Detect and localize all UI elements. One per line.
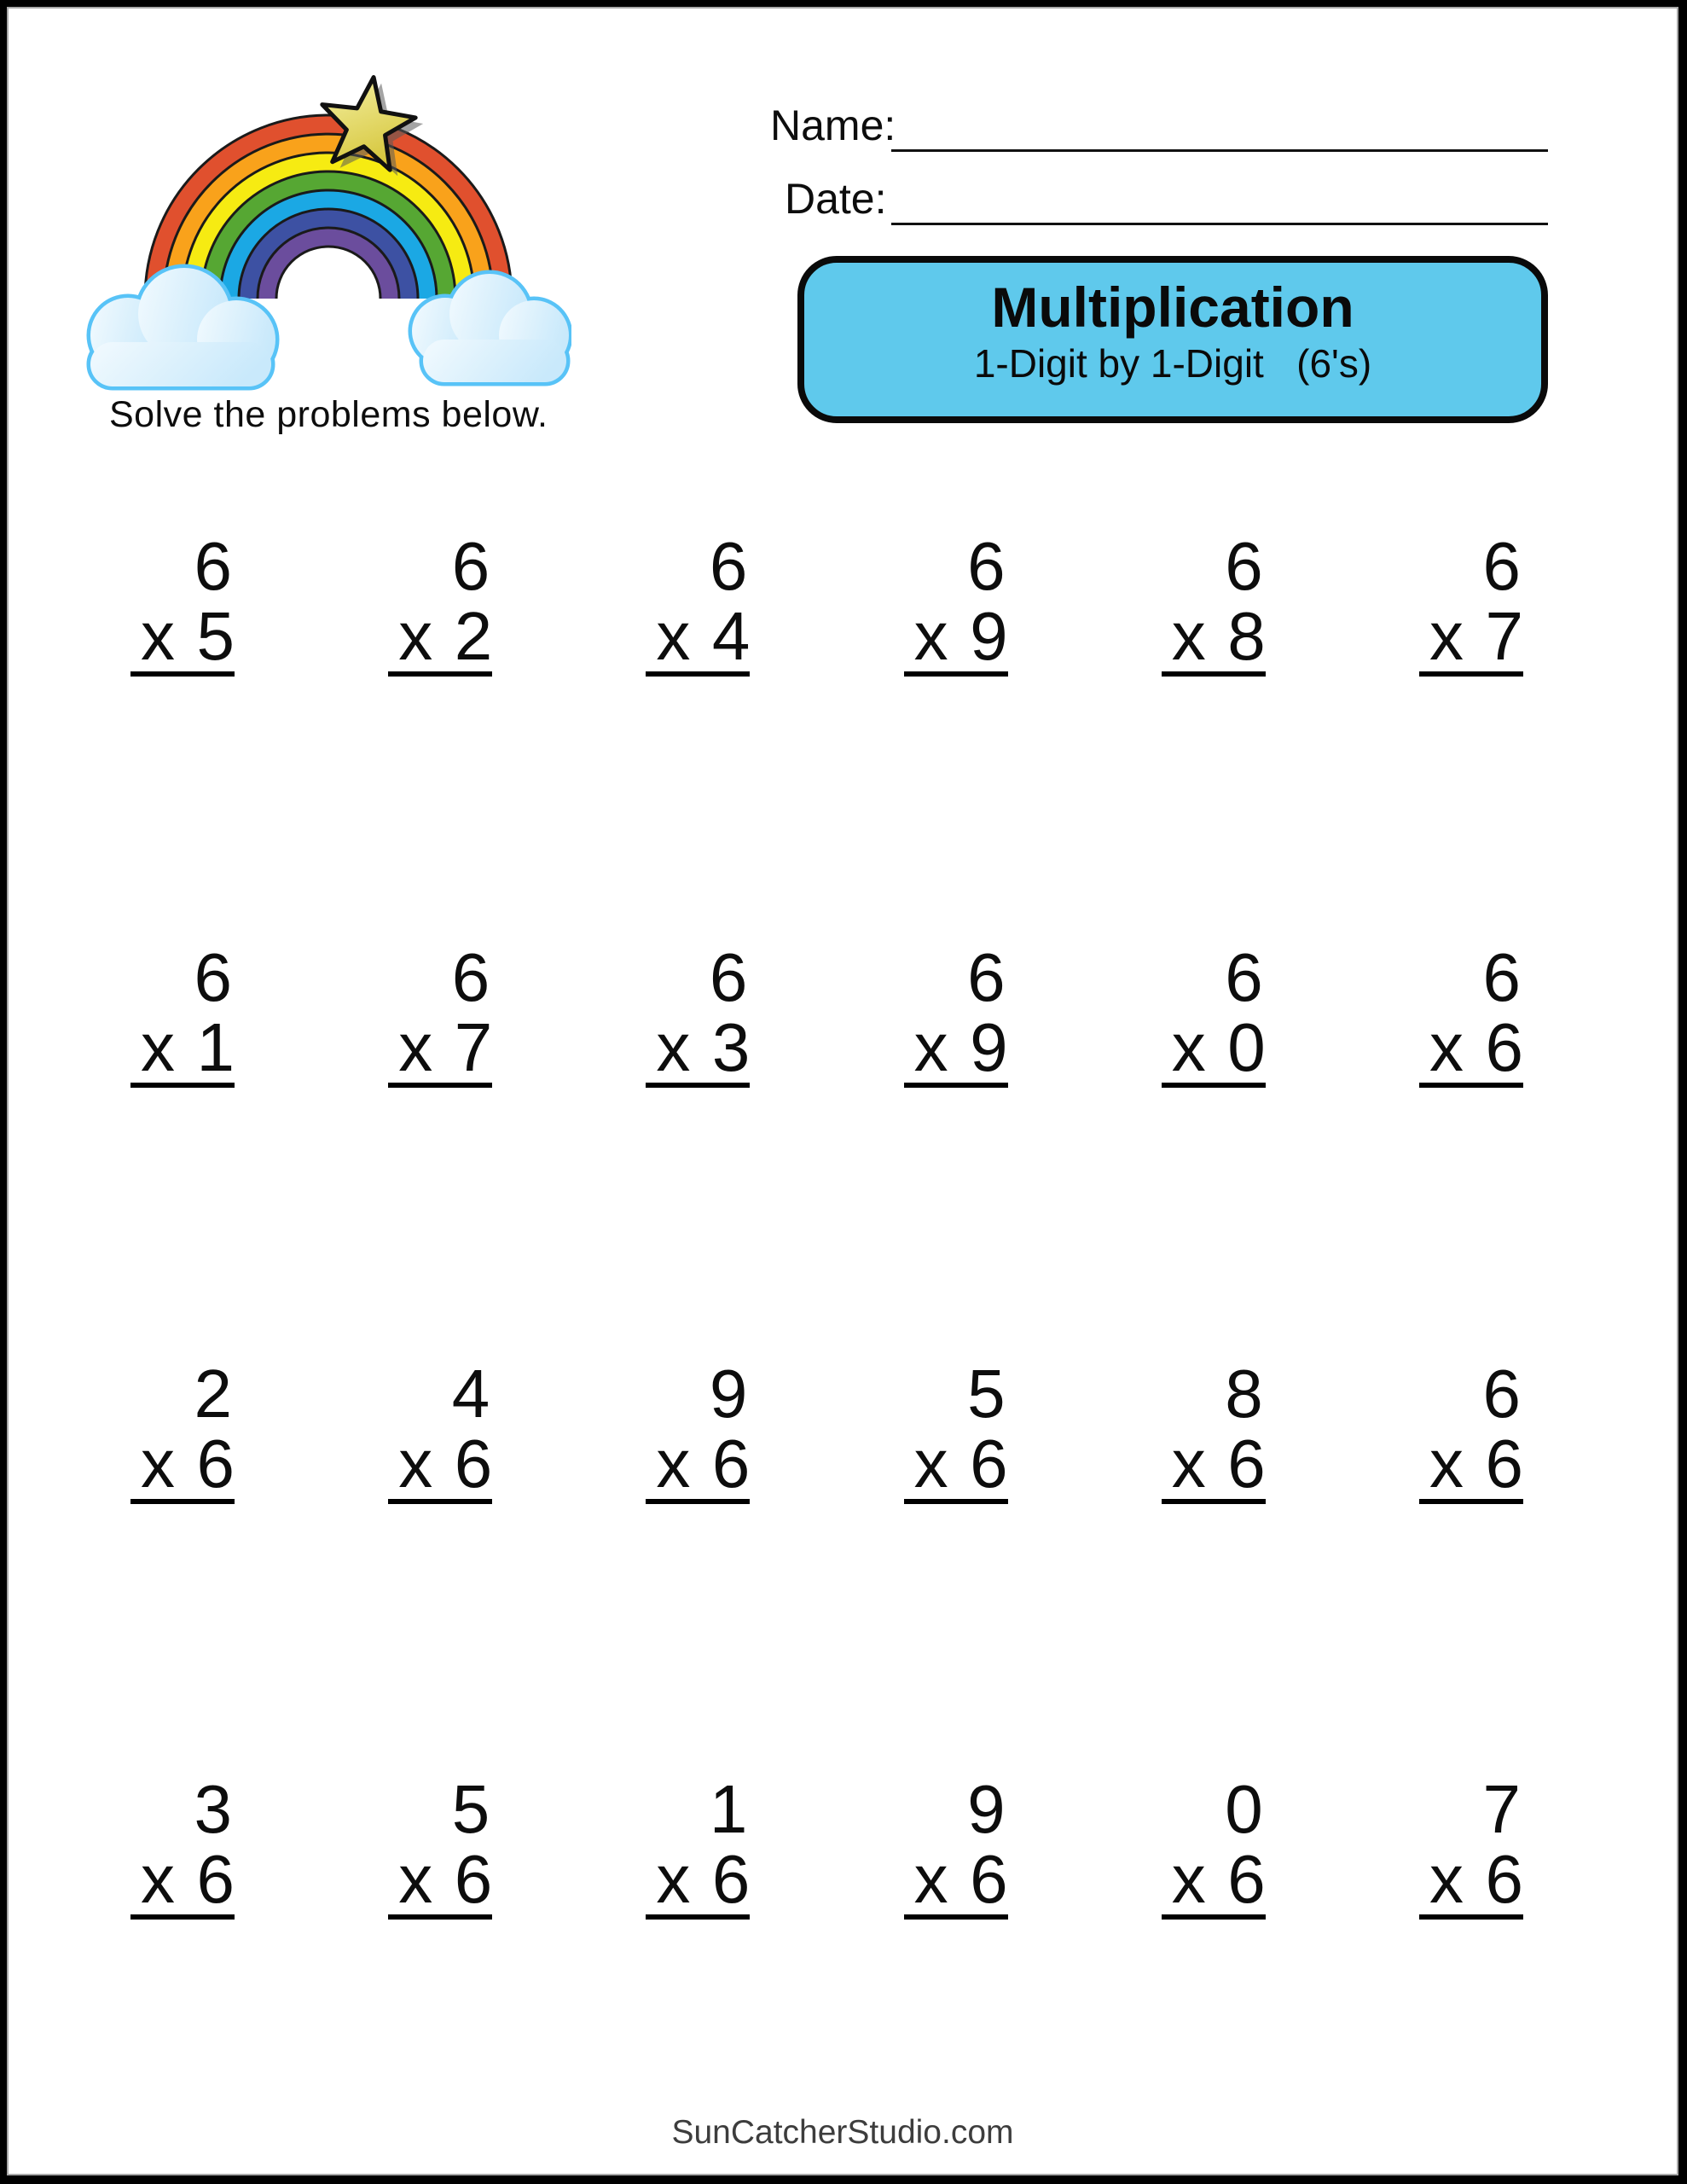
problem-3-4 (904, 1356, 1008, 1504)
problem-1-6 (1419, 528, 1523, 677)
top-operand: 6 (709, 939, 748, 1015)
bottom-operand: 6 (970, 1841, 1008, 1917)
problem-row-3 (130, 1356, 1523, 1504)
bottom-operand: 6 (711, 1426, 751, 1502)
problem-4-2 (388, 1771, 493, 1920)
rainbow-svg (60, 73, 571, 414)
problem-2-4 (904, 939, 1008, 1088)
top-operand: 6 (1225, 939, 1263, 1015)
top-operand: 8 (1225, 1356, 1263, 1432)
top-operand: 9 (709, 1356, 748, 1432)
multiply-operator: x (656, 598, 691, 674)
multiply-operator: x (913, 598, 948, 674)
bottom-operand: 6 (970, 1426, 1008, 1502)
rainbow-icon (60, 73, 571, 414)
bottom-operand: 0 (1227, 1009, 1266, 1085)
top-operand: 5 (451, 1771, 490, 1847)
bottom-operand: 3 (711, 1009, 751, 1085)
worksheet-title: Multiplication (991, 276, 1354, 339)
multiply-operator: x (1171, 1841, 1206, 1917)
problem-2-6 (1419, 939, 1523, 1088)
bottom-operand: 4 (711, 598, 751, 674)
problem-row-4 (130, 1771, 1523, 1920)
bottom-operand: 2 (454, 598, 493, 674)
bottom-operand: 6 (454, 1841, 493, 1917)
top-operand: 4 (451, 1356, 490, 1432)
multiply-operator: x (656, 1841, 691, 1917)
bottom-operand: 9 (970, 598, 1008, 674)
top-operand: 2 (194, 1356, 232, 1432)
top-operand: 9 (967, 1771, 1006, 1847)
multiply-operator: x (913, 1841, 948, 1917)
top-operand: 6 (451, 939, 490, 1015)
top-operand: 6 (1225, 528, 1263, 604)
bottom-operand: 1 (196, 1009, 235, 1085)
bottom-operand: 6 (454, 1426, 493, 1502)
problem-2-2 (388, 939, 493, 1088)
top-operand: 3 (194, 1771, 232, 1847)
bottom-operand: 5 (196, 598, 235, 674)
top-operand: 6 (1482, 528, 1521, 604)
multiply-operator: x (398, 1426, 433, 1502)
bottom-operand: 6 (1227, 1426, 1266, 1502)
problem-3-5 (1162, 1356, 1266, 1504)
problem-4-3 (646, 1771, 751, 1920)
problem-1-5 (1162, 528, 1266, 677)
multiply-operator: x (141, 1426, 175, 1502)
problem-1-3 (646, 528, 751, 677)
multiply-operator: x (398, 598, 433, 674)
problem-2-5 (1162, 939, 1266, 1088)
problem-3-1 (130, 1356, 235, 1504)
name-label: Name: (770, 102, 896, 149)
multiply-operator: x (141, 1841, 175, 1917)
multiply-operator: x (1429, 1841, 1464, 1917)
multiply-operator: x (398, 1009, 433, 1085)
multiply-operator: x (1171, 1426, 1206, 1502)
problem-row-1 (130, 528, 1523, 677)
bottom-operand: 6 (1485, 1841, 1523, 1917)
name-blank-line (891, 149, 1548, 152)
problem-3-3 (646, 1356, 751, 1504)
problem-3-6 (1419, 1356, 1523, 1504)
multiply-operator: x (1171, 1009, 1206, 1085)
multiply-operator: x (141, 1009, 175, 1085)
multiply-operator: x (656, 1009, 691, 1085)
problem-4-5 (1162, 1771, 1266, 1920)
top-operand: 6 (1482, 1356, 1521, 1432)
footer-text: SunCatcherStudio.com (671, 2114, 1014, 2151)
multiply-operator: x (913, 1426, 948, 1502)
bottom-operand: 7 (1485, 598, 1523, 674)
bottom-operand: 6 (1227, 1841, 1266, 1917)
bottom-operand: 7 (454, 1009, 493, 1085)
top-operand: 1 (709, 1771, 748, 1847)
top-operand: 7 (1482, 1771, 1521, 1847)
problem-4-1 (130, 1771, 235, 1920)
problem-3-2 (388, 1356, 493, 1504)
worksheet-subtitle: 1-Digit by 1-Digit (6's) (973, 341, 1372, 386)
bottom-operand: 6 (196, 1426, 235, 1502)
problem-4-4 (904, 1771, 1008, 1920)
bottom-operand: 6 (1485, 1009, 1523, 1085)
multiply-operator: x (1429, 1009, 1464, 1085)
multiply-operator: x (1171, 598, 1206, 674)
date-label: Date: (785, 175, 887, 223)
problem-1-1 (130, 528, 235, 677)
multiply-operator: x (1429, 1426, 1464, 1502)
problem-2-3 (646, 939, 751, 1088)
top-operand: 0 (1225, 1771, 1263, 1847)
top-operand: 6 (451, 528, 490, 604)
top-operand: 6 (709, 528, 748, 604)
date-blank-line (891, 223, 1548, 225)
top-operand: 6 (194, 528, 232, 604)
worksheet-title-box (797, 256, 1548, 423)
top-operand: 5 (967, 1356, 1006, 1432)
problem-row-2 (130, 939, 1523, 1088)
top-operand: 6 (967, 939, 1006, 1015)
top-operand: 6 (1482, 939, 1521, 1015)
bottom-operand: 6 (1485, 1426, 1523, 1502)
bottom-operand: 8 (1227, 598, 1266, 674)
problem-4-6 (1419, 1771, 1523, 1920)
problem-1-4 (904, 528, 1008, 677)
multiply-operator: x (1429, 598, 1464, 674)
multiply-operator: x (656, 1426, 691, 1502)
multiply-operator: x (398, 1841, 433, 1917)
problem-1-2 (388, 528, 493, 677)
top-operand: 6 (194, 939, 232, 1015)
problem-2-1 (130, 939, 235, 1088)
top-operand: 6 (967, 528, 1006, 604)
bottom-operand: 9 (970, 1009, 1008, 1085)
multiply-operator: x (141, 598, 175, 674)
instruction-text: Solve the problems below. (109, 394, 548, 435)
bottom-operand: 6 (196, 1841, 235, 1917)
multiply-operator: x (913, 1009, 948, 1085)
bottom-operand: 6 (711, 1841, 751, 1917)
worksheet-page (9, 9, 1677, 2174)
